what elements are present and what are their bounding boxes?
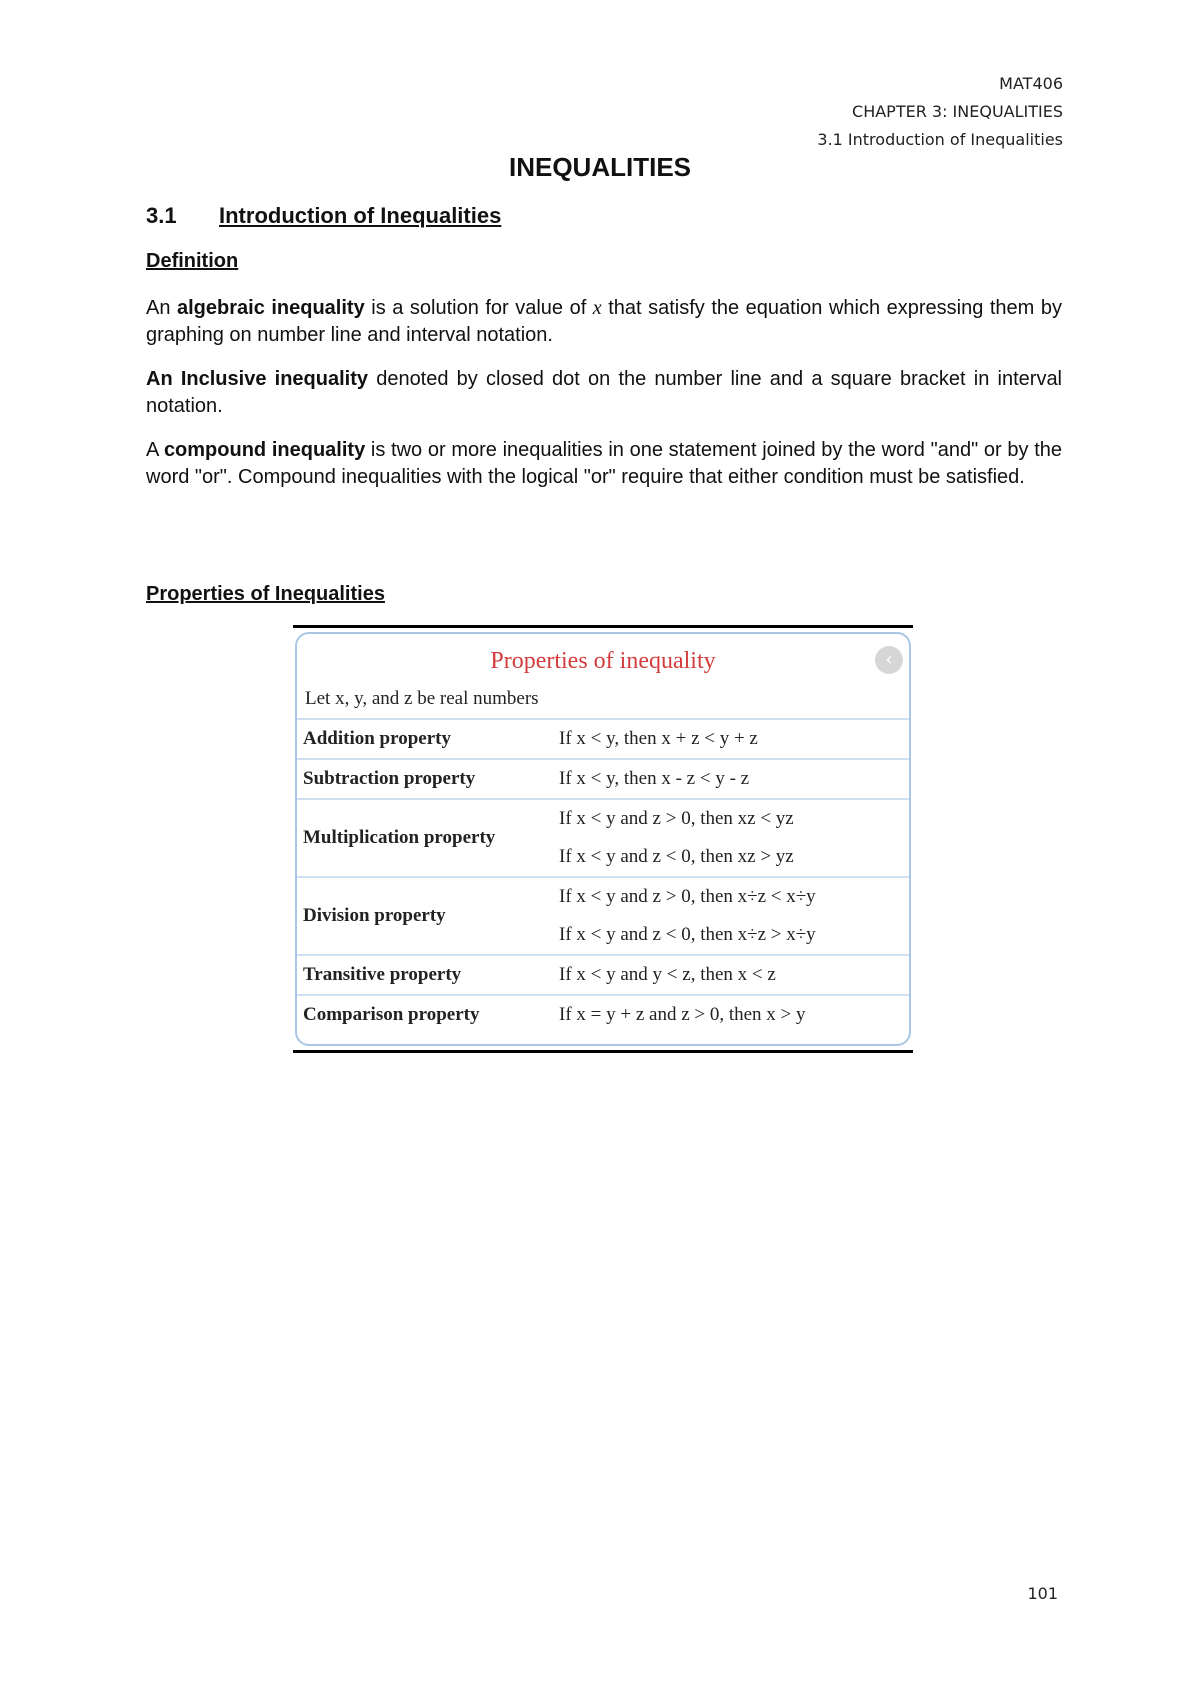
property-statement: If x < y and z > 0, then xz < yz xyxy=(559,808,794,829)
property-statements xyxy=(559,720,909,758)
figure-top-rule xyxy=(293,625,913,628)
property-name: Transitive property xyxy=(303,964,462,985)
page-number: 101 xyxy=(1027,1584,1058,1603)
section-number: 3.1 xyxy=(146,203,177,228)
property-statements xyxy=(559,878,909,954)
property-statement: If x = y + z and z > 0, then x > y xyxy=(559,1004,806,1025)
card-title: Properties of inequality xyxy=(490,648,716,674)
property-name: Subtraction property xyxy=(303,768,476,789)
property-statements xyxy=(559,956,909,994)
property-statement: If x < y and z < 0, then xz > yz xyxy=(559,846,794,867)
figure-bottom-rule xyxy=(293,1050,913,1053)
property-statement: If x < y, then x - z < y - z xyxy=(559,768,750,789)
property-statements xyxy=(559,800,909,876)
header-chapter: CHAPTER 3: INEQUALITIES xyxy=(852,102,1063,121)
definition-paragraph-2: An Inclusive inequality denoted by closed dot on the number line and a square bracket in interval notation. xyxy=(146,368,1063,417)
property-statements xyxy=(559,996,909,1034)
header-section: 3.1 Introduction of Inequalities xyxy=(817,130,1063,149)
page-title: INEQUALITIES xyxy=(508,152,691,182)
definition-paragraph-3: A compound inequality is two or more inequalities in one statement joined by the word "and" or by the word "or". Compound inequalities with the logical "or" require that either condition must be satisfied. xyxy=(146,439,1062,488)
property-row xyxy=(297,800,909,878)
property-statement: If x < y and z > 0, then x÷z < x÷y xyxy=(559,886,816,907)
property-row xyxy=(297,720,909,760)
property-row xyxy=(297,956,909,996)
property-name: Multiplication property xyxy=(303,827,496,848)
property-rows xyxy=(297,720,909,1034)
properties-card xyxy=(295,632,911,1046)
definition-heading: Definition xyxy=(146,250,239,272)
property-row xyxy=(297,760,909,800)
definition-paragraph-1: An algebraic inequality is a solution for value of x that satisfy the equation which expressing them by graphing on number line and interval notation. xyxy=(146,297,1062,346)
property-row xyxy=(297,878,909,956)
page-header xyxy=(817,70,1063,154)
section-heading xyxy=(146,203,501,229)
back-arrow-icon: ‹ xyxy=(875,646,903,674)
properties-figure xyxy=(293,625,913,1053)
property-row xyxy=(297,996,909,1034)
section-title: Introduction of Inequalities xyxy=(219,203,502,228)
property-statement: If x < y and z < 0, then x÷z > x÷y xyxy=(559,924,816,945)
card-intro: Let x, y, and z be real numbers xyxy=(297,682,909,720)
header-course: MAT406 xyxy=(999,74,1063,93)
property-statement: If x < y and y < z, then x < z xyxy=(559,964,776,985)
property-name: Comparison property xyxy=(303,1004,480,1025)
properties-heading: Properties of Inequalities xyxy=(146,583,385,605)
property-statements xyxy=(559,760,909,798)
property-name: Addition property xyxy=(303,728,451,749)
property-statement: If x < y, then x + z < y + z xyxy=(559,728,758,749)
property-name: Division property xyxy=(303,905,446,926)
